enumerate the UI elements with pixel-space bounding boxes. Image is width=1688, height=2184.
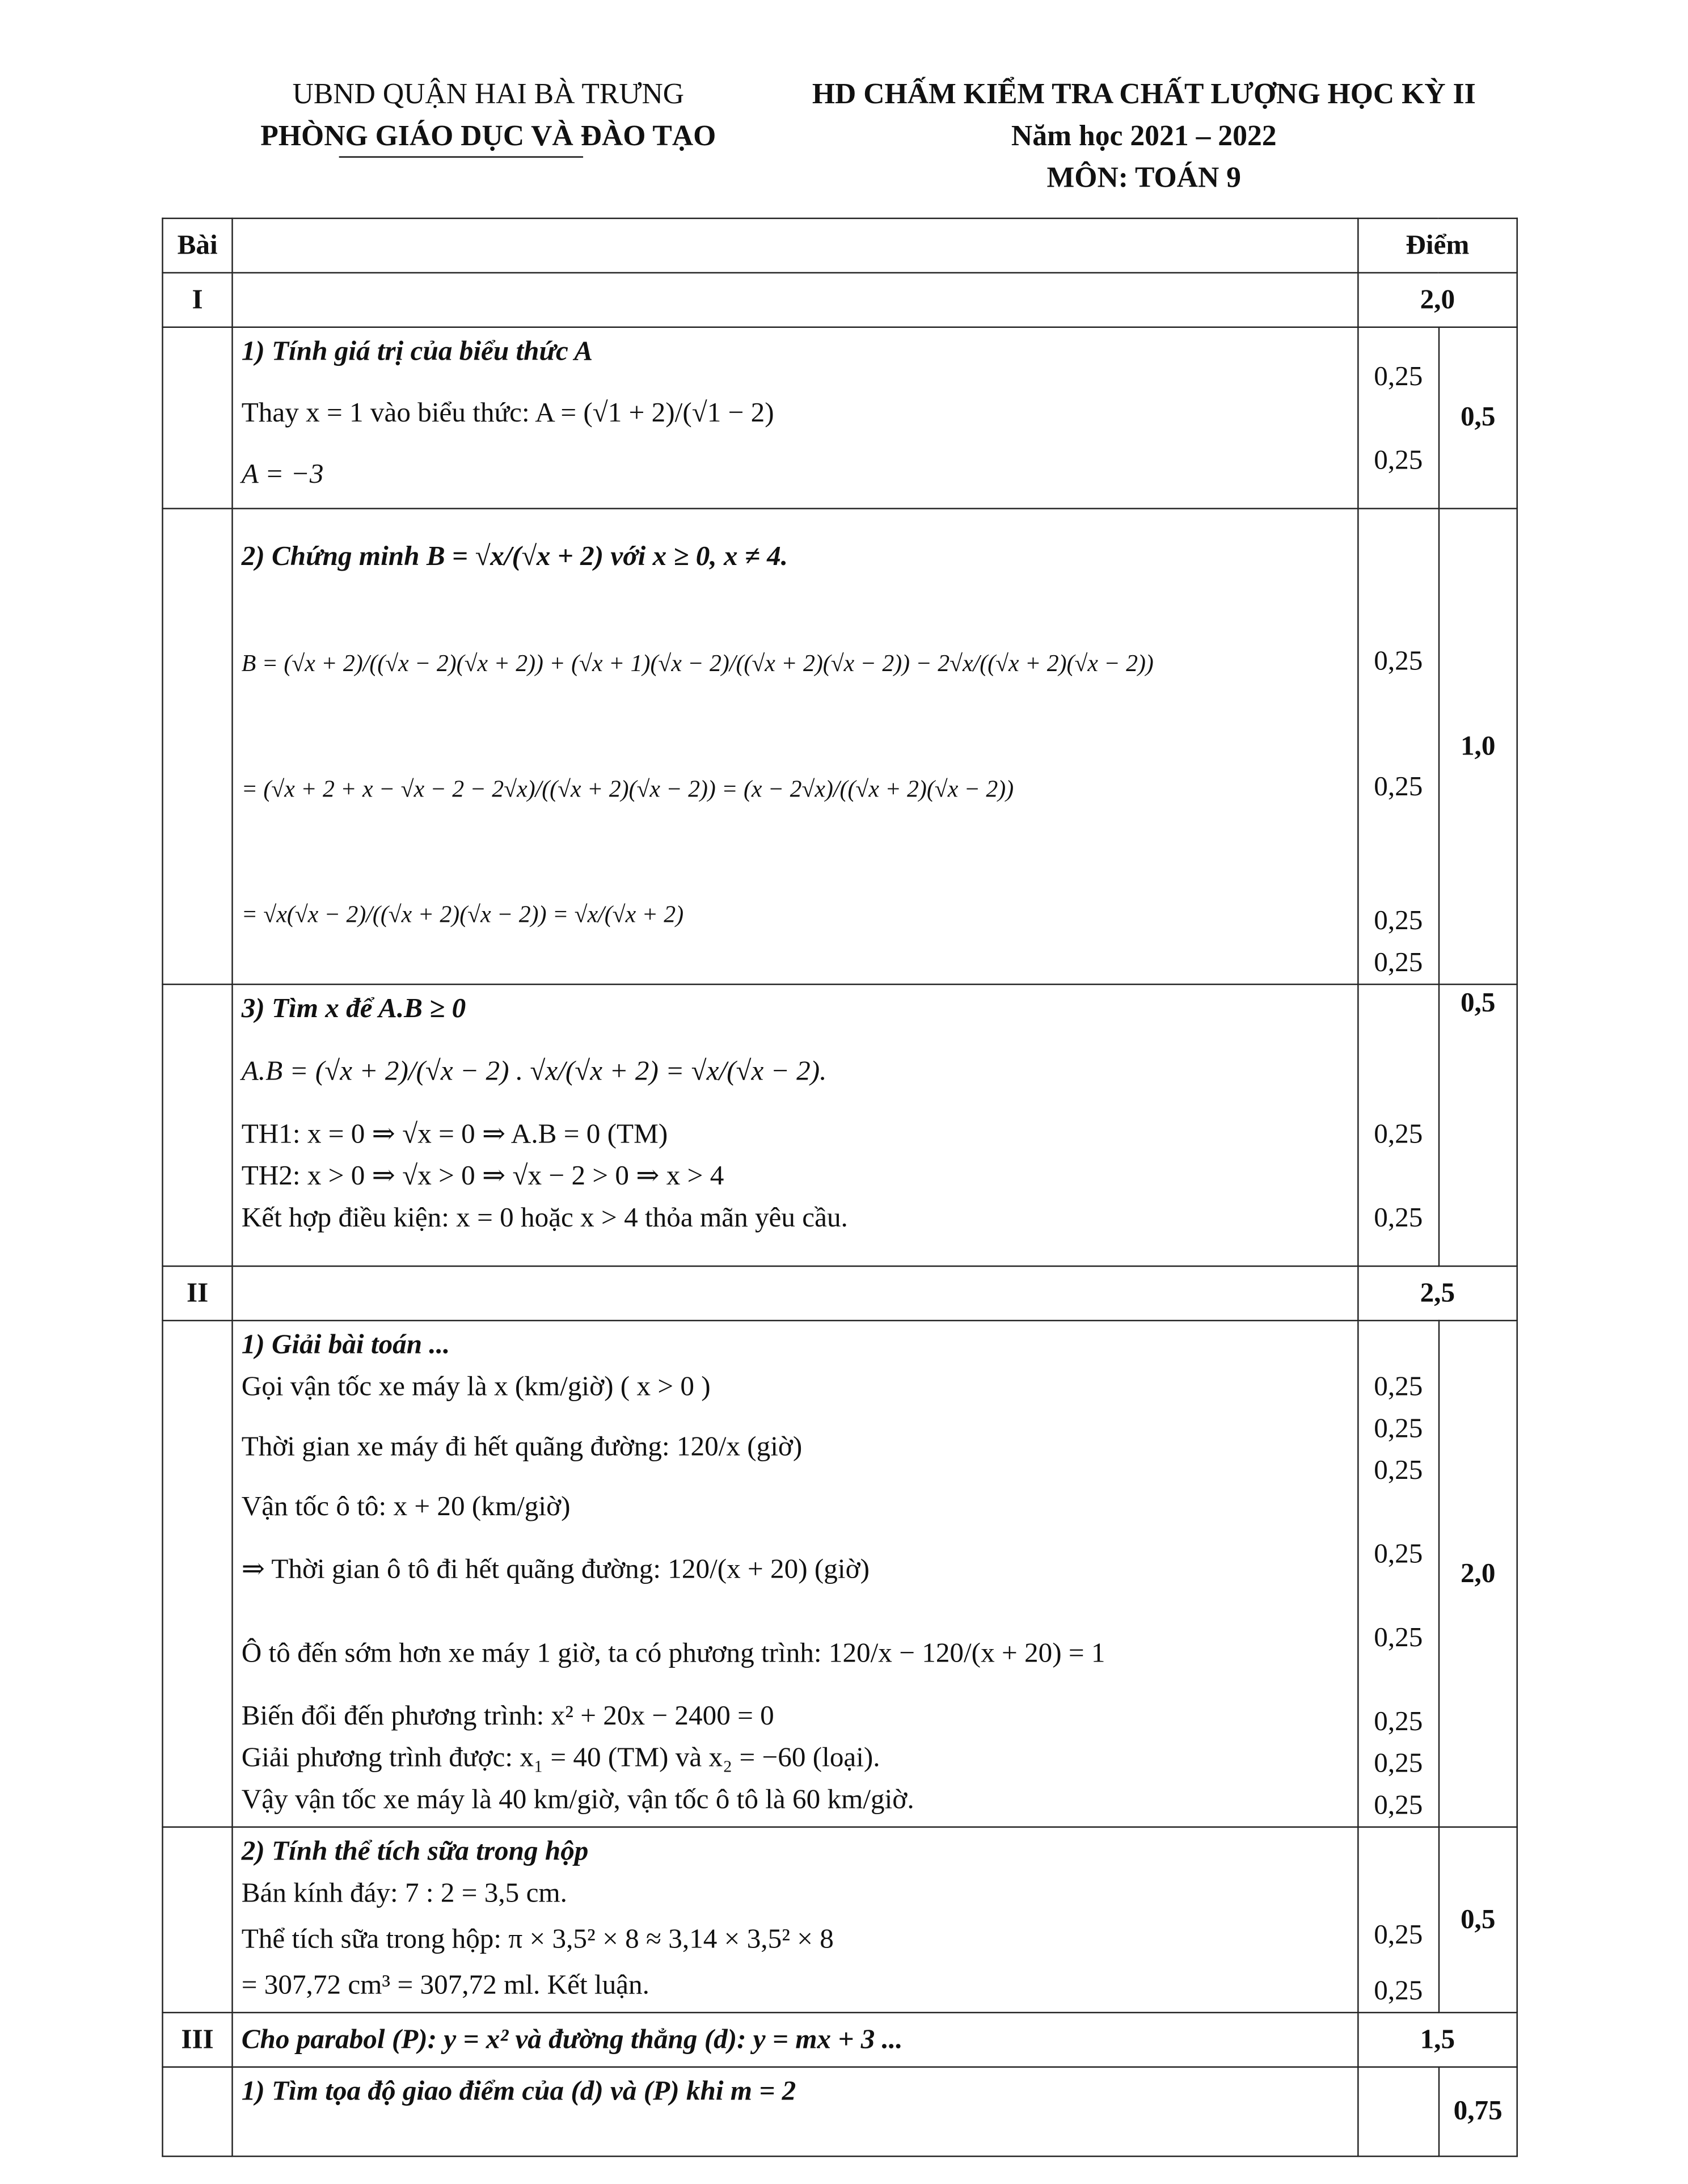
header-left — [209, 73, 767, 157]
score: 0,25 — [1374, 1706, 1423, 1738]
section-total: 1,5 — [1358, 2013, 1517, 2067]
score: 0,25 — [1374, 360, 1423, 391]
part-title: 1) Tính giá trị của biểu thức A — [241, 336, 593, 367]
authority-name: UBND QUẬN HAI BÀ TRƯNG — [292, 77, 685, 111]
part-title: 1) Tìm tọa độ giao điểm của (d) và (P) khi m = 2 — [241, 2076, 796, 2107]
part-scores — [1358, 1827, 1439, 2013]
part-subtotal: 0,5 — [1439, 327, 1517, 509]
score: 0,25 — [1374, 1455, 1423, 1486]
part-row — [163, 1321, 1517, 1827]
department-name: PHÒNG GIÁO DỤC VÀ ĐÀO TẠO — [260, 119, 716, 153]
part-title: 2) Chứng minh B = √x/(√x + 2) với x ≥ 0, x ≠ 4. — [241, 541, 788, 572]
col-header-content — [233, 218, 1358, 273]
part-line: = (√x + 2 + x − √x − 2 − 2√x)/((√x + 2)(√x − 2)) = (x − 2√x)/((√x + 2)(√x − 2)) — [241, 775, 1014, 803]
part-subtotal: 0,75 — [1439, 2067, 1517, 2156]
score: 0,25 — [1374, 646, 1423, 677]
subject: MÔN: TOÁN 9 — [1046, 160, 1241, 194]
part-scores — [1358, 1321, 1439, 1827]
part-line: Biến đổi đến phương trình: x² + 20x − 2400 = 0 — [241, 1701, 774, 1732]
part-line: = 307,72 cm³ = 307,72 ml. Kết luận. — [241, 1970, 649, 2001]
header-right — [774, 73, 1514, 198]
part-line: Thời gian xe máy đi hết quãng đường: 120/x (giờ) — [241, 1431, 803, 1462]
part-content — [233, 508, 1358, 984]
part-line: Gọi vận tốc xe máy là x (km/giờ) ( x > 0 ) — [241, 1371, 711, 1402]
section-number: III — [163, 2013, 233, 2067]
part-line: Bán kính đáy: 7 : 2 = 3,5 cm. — [241, 1878, 567, 1909]
part-content — [233, 1827, 1358, 2013]
part-line: ⇒ Thời gian ô tô đi hết quãng đường: 120/(x + 20) (giờ) — [241, 1554, 870, 1585]
part-line: TH1: x = 0 ⇒ √x = 0 ⇒ A.B = 0 (TM) — [241, 1119, 668, 1150]
score: 0,25 — [1374, 444, 1423, 475]
part-row — [163, 2067, 1517, 2156]
part-scores — [1358, 508, 1439, 984]
part-scores — [1358, 984, 1439, 1266]
score: 0,25 — [1374, 1920, 1423, 1951]
part-line: Thể tích sữa trong hộp: π × 3,5² × 8 ≈ 3,14 × 3,5² × 8 — [241, 1924, 834, 1955]
section-row-I — [163, 273, 1517, 327]
part-row — [163, 1827, 1517, 2013]
part-line: B = (√x + 2)/((√x − 2)(√x + 2)) + (√x + 1)(√x − 2)/((√x + 2)(√x − 2)) − 2√x/((√x + 2)(√x − 2)) — [241, 650, 1154, 677]
part-scores — [1358, 327, 1439, 509]
part-line: Vậy vận tốc xe máy là 40 km/giờ, vận tốc ô tô là 60 km/giờ. — [241, 1784, 914, 1815]
score: 0,25 — [1374, 905, 1423, 937]
part-line: Ô tô đến sớm hơn xe máy 1 giờ, ta có phương trình: 120/x − 120/(x + 20) = 1 — [241, 1638, 1105, 1669]
part-line: A = −3 — [241, 459, 324, 490]
score: 0,25 — [1374, 1119, 1423, 1150]
score: 0,25 — [1374, 1790, 1423, 1821]
part-line: = √x(√x − 2)/((√x + 2)(√x − 2)) = √x/(√x + 2) — [241, 901, 684, 928]
part-subtotal: 2,0 — [1439, 1321, 1517, 1827]
header-underline — [339, 156, 583, 157]
col-header-bai: Bài — [163, 218, 233, 273]
score: 0,25 — [1374, 947, 1423, 979]
section-title: Cho parabol (P): y = x² và đường thẳng (d): y = mx + 3 ... — [233, 2013, 1358, 2067]
part-content — [233, 984, 1358, 1266]
part-line: A.B = (√x + 2)/(√x − 2) . √x/(√x + 2) = √x/(√x − 2). — [241, 1056, 827, 1087]
score: 0,25 — [1374, 1975, 1423, 2006]
score: 0,25 — [1374, 1748, 1423, 1779]
part-content — [233, 1321, 1358, 1827]
score: 0,25 — [1374, 1622, 1423, 1654]
part-subtotal: 0,5 — [1439, 984, 1517, 1266]
section-number: I — [163, 273, 233, 327]
part-line: Thay x = 1 vào biểu thức: A = (√1 + 2)/(√1 − 2) — [241, 397, 774, 429]
part-subtotal: 0,5 — [1439, 1827, 1517, 2013]
section-row-II — [163, 1266, 1517, 1321]
part-row — [163, 984, 1517, 1266]
part-subtotal: 1,0 — [1439, 508, 1517, 984]
grading-table — [162, 218, 1518, 2157]
part-content — [233, 2067, 1358, 2156]
col-header-diem: Điểm — [1358, 218, 1517, 273]
part-line: TH2: x > 0 ⇒ √x > 0 ⇒ √x − 2 > 0 ⇒ x > 4 — [241, 1161, 724, 1192]
section-number: II — [163, 1266, 233, 1321]
table-header-row — [163, 218, 1517, 273]
section-total: 2,5 — [1358, 1266, 1517, 1321]
part-content — [233, 327, 1358, 509]
part-title: 3) Tìm x để A.B ≥ 0 — [241, 993, 466, 1024]
score: 0,25 — [1374, 1203, 1423, 1234]
part-title: 2) Tính thể tích sữa trong hộp — [241, 1836, 589, 1867]
part-line: Kết hợp điều kiện: x = 0 hoặc x > 4 thỏa mãn yêu cầu. — [241, 1203, 848, 1234]
section-row-III — [163, 2013, 1517, 2067]
section-total: 2,0 — [1358, 273, 1517, 327]
part-row — [163, 327, 1517, 509]
part-title: 1) Giải bài toán ... — [241, 1329, 450, 1361]
part-line: Giải phương trình được: x₁ = 40 (TM) và x₂ = −60 (loại). — [241, 1742, 880, 1774]
score: 0,25 — [1374, 1538, 1423, 1570]
document-title: HD CHẤM KIỂM TRA CHẤT LƯỢNG HỌC KỲ II — [812, 77, 1476, 111]
score: 0,25 — [1374, 1371, 1423, 1402]
score: 0,25 — [1374, 1413, 1423, 1444]
score: 0,25 — [1374, 771, 1423, 803]
part-row — [163, 508, 1517, 984]
part-line: Vận tốc ô tô: x + 20 (km/giờ) — [241, 1491, 571, 1523]
school-year: Năm học 2021 – 2022 — [1011, 119, 1277, 153]
